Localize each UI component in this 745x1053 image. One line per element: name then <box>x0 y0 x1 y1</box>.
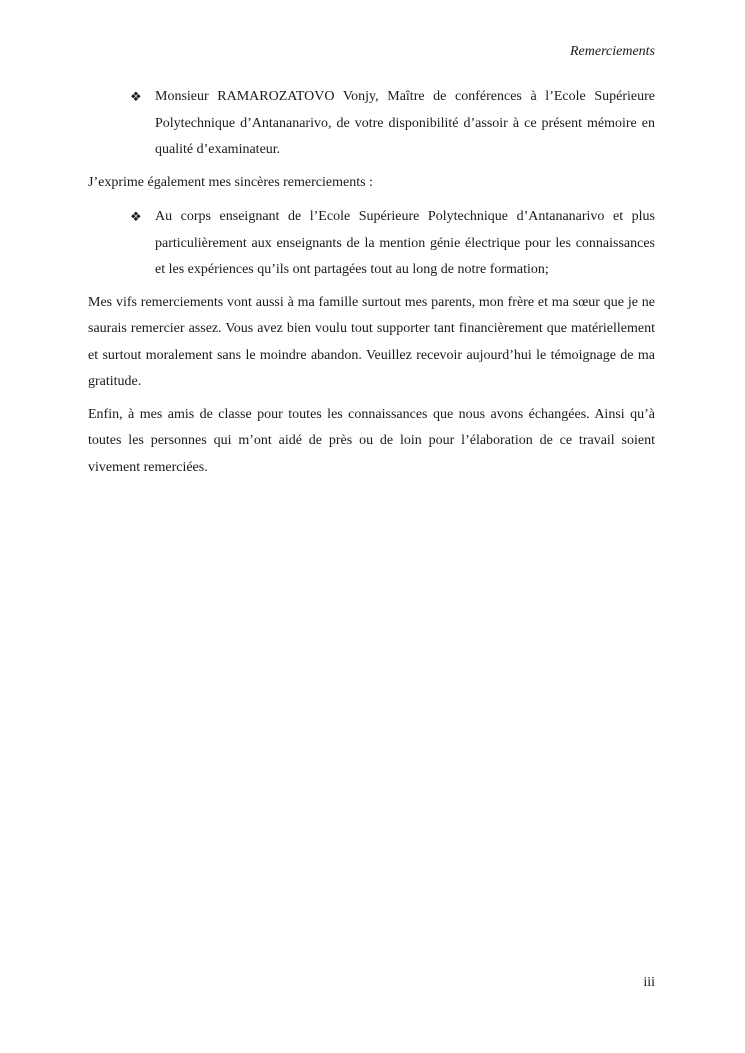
diamond-bullet-icon: ❖ <box>130 89 142 104</box>
bullet-text: Monsieur RAMAROZATOVO Vonjy, Maître de conférences à l’Ecole Supérieure Polytechnique d’Antananarivo, de votre disponibilité d’assoir à ce présent mémoire en qualité d’examinateur. <box>155 89 655 157</box>
paragraph-family: Mes vifs remerciements vont aussi à ma famille surtout mes parents, mon frère et ma sœur que je ne saurais remercier assez. Vous avez bien voulu tout supporter tant financièrement que matériellement et surtout moralement sans le moindre abandon. Veuillez recevoir aujourd’hui le témoignage de ma gratitude. <box>88 294 655 389</box>
acknowledgement-bullet-examiner <box>88 84 655 164</box>
bullet-text: Au corps enseignant de l’Ecole Supérieure Polytechnique d’Antananarivo et plus particulièrement aux enseignants de la mention génie électrique pour les connaissances et les expériences qu’ils ont partagées tout au long de notre formation; <box>155 209 655 277</box>
page-number: iii <box>643 975 655 990</box>
intro-line: J’exprime également mes sincères remerciements : <box>88 174 373 190</box>
paragraph-friends: Enfin, à mes amis de classe pour toutes les connaissances que nous avons échangées. Ainsi qu’à toutes les personnes qui m’ont aidé de près ou de loin pour l’élaboration de ce travail soient vivement remerciées. <box>88 406 655 475</box>
diamond-bullet-icon: ❖ <box>130 209 142 224</box>
acknowledgement-bullet-teachers <box>88 204 655 284</box>
page-body <box>88 84 655 487</box>
running-header: Remerciements <box>570 44 655 59</box>
